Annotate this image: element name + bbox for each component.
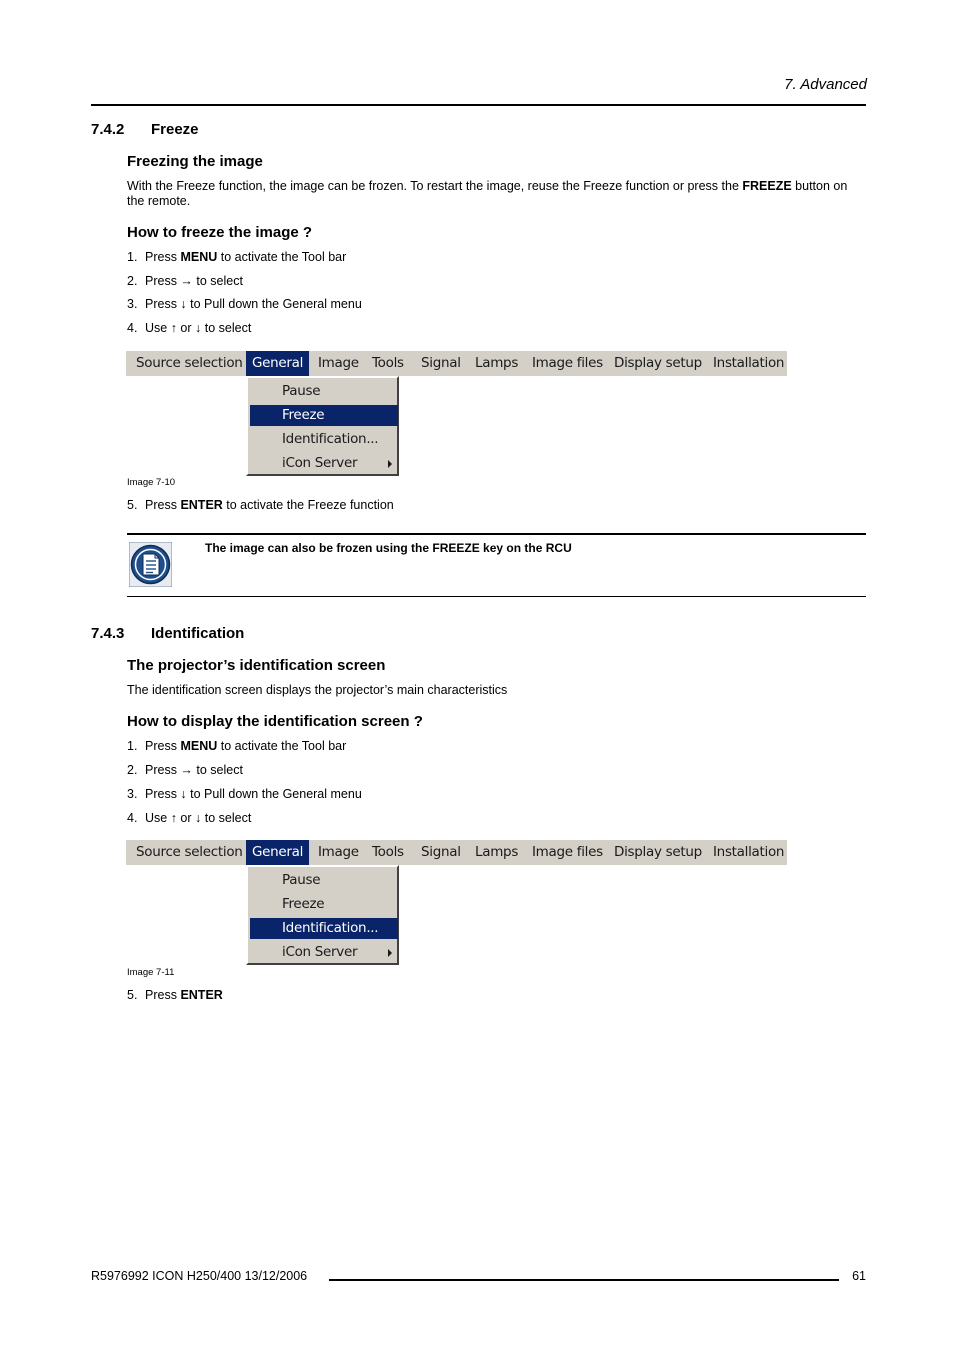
image-caption: Image 7-11 (127, 967, 175, 978)
freeze-description (127, 179, 867, 209)
submenu-arrow-icon (388, 949, 392, 957)
menu-item-display-setup[interactable]: Display setup (614, 844, 702, 860)
list-item (127, 250, 346, 264)
footer-rule (329, 1279, 839, 1281)
step-text: Press (145, 988, 181, 1002)
step-text: Press ↓ to Pull down the General menu (145, 297, 362, 311)
text: button on the remote. (127, 179, 848, 208)
dropdown-item-pause[interactable]: Pause (282, 383, 321, 399)
menu-item-lamps[interactable]: Lamps (475, 844, 519, 860)
menu-item-signal[interactable]: Signal (421, 844, 461, 860)
menu-item-image[interactable]: Image (318, 844, 359, 860)
menu-item-image-files[interactable]: Image files (532, 844, 603, 860)
dropdown-item-icon-server[interactable] (250, 942, 398, 963)
subheading-how-to-display: How to display the identification screen ? (127, 713, 423, 730)
step-number: 1. (127, 250, 138, 264)
list-item (127, 811, 251, 825)
menu-item-source-selection[interactable]: Source selection (136, 355, 243, 371)
step-text: Press → to select (145, 763, 243, 777)
menu-item-display-setup[interactable]: Display setup (614, 355, 702, 371)
step-number: 4. (127, 321, 138, 335)
step-text: Press ↓ to Pull down the General menu (145, 787, 362, 801)
step-key: MENU (180, 250, 218, 264)
footer-doc-info: R5976992 ICON H250/400 13/12/2006 (91, 1269, 308, 1283)
menu-bar (126, 840, 787, 865)
list-item (127, 297, 362, 311)
menu-item-image[interactable]: Image (318, 355, 359, 371)
note-rule-bottom (127, 596, 866, 597)
list-item (127, 988, 223, 1002)
step-text: to activate the Freeze function (222, 498, 394, 512)
step-key: ENTER (180, 498, 223, 512)
step-number: 2. (127, 274, 138, 288)
dropdown-item-icon-server[interactable] (250, 453, 398, 474)
dropdown-item-identification[interactable]: Identification... (282, 431, 379, 447)
general-dropdown (246, 865, 399, 965)
dropdown-label: iCon Server (282, 455, 358, 471)
step-text: Press → to select (145, 274, 243, 288)
step-text: Press (145, 739, 181, 753)
list-item (127, 321, 251, 335)
list-item (127, 739, 346, 753)
subheading-how-to-freeze: How to freeze the image ? (127, 224, 313, 241)
menu-item-source-selection[interactable]: Source selection (136, 844, 243, 860)
menu-item-general[interactable]: General (246, 351, 309, 376)
section-title: Freeze (151, 121, 199, 138)
section-title: Identification (151, 625, 245, 642)
menu-item-signal[interactable]: Signal (421, 355, 461, 371)
note-text: The image can also be frozen using the FREEZE key on the RCU (205, 541, 572, 555)
dropdown-item-pause[interactable]: Pause (282, 872, 321, 888)
dropdown-item-identification[interactable]: Identification... (250, 918, 398, 939)
list-item (127, 787, 362, 801)
menu-item-general[interactable]: General (246, 840, 309, 865)
menu-item-tools[interactable]: Tools (372, 355, 404, 371)
step-key: MENU (180, 739, 218, 753)
identification-description: The identification screen displays the projector’s main characteristics (127, 683, 508, 697)
dropdown-item-freeze[interactable]: Freeze (250, 405, 398, 426)
header-rule (91, 104, 866, 106)
list-item (127, 763, 243, 777)
menu-item-lamps[interactable]: Lamps (475, 355, 519, 371)
step-text: Press (145, 250, 181, 264)
section-heading-identification (91, 625, 244, 642)
note-book-icon (129, 542, 172, 587)
step-text: to activate the Tool bar (217, 250, 347, 264)
dropdown-label: iCon Server (282, 944, 358, 960)
step-number: 5. (127, 498, 138, 512)
list-item (127, 498, 394, 512)
step-text: to activate the Tool bar (217, 739, 347, 753)
page-number: 61 (852, 1269, 866, 1283)
step-text: Use ↑ or ↓ to select (145, 811, 252, 825)
step-number: 1. (127, 739, 138, 753)
dropdown-item-freeze[interactable]: Freeze (282, 896, 325, 912)
step-number: 4. (127, 811, 138, 825)
general-dropdown (246, 376, 399, 476)
step-number: 5. (127, 988, 138, 1002)
section-number: 7.4.2 (91, 121, 125, 138)
menu-item-installation[interactable]: Installation (713, 355, 785, 371)
freeze-keyword: FREEZE (742, 179, 792, 193)
step-key: ENTER (180, 988, 223, 1002)
step-number: 3. (127, 787, 138, 801)
subheading-identification-screen: The projector’s identification screen (127, 657, 386, 674)
step-number: 3. (127, 297, 138, 311)
step-text: Use ↑ or ↓ to select (145, 321, 252, 335)
submenu-arrow-icon (388, 460, 392, 468)
section-number: 7.4.3 (91, 625, 125, 642)
step-text: Press (145, 498, 181, 512)
image-caption: Image 7-10 (127, 477, 176, 488)
note-rule-top (127, 533, 866, 535)
section-heading-freeze (91, 121, 199, 138)
list-item (127, 274, 243, 288)
chapter-title: 7. Advanced (784, 76, 867, 93)
step-number: 2. (127, 763, 138, 777)
menu-bar (126, 351, 787, 376)
menu-item-image-files[interactable]: Image files (532, 355, 603, 371)
text: With the Freeze function, the image can be frozen. To restart the image, reuse the Freeze function or press the (127, 179, 743, 193)
subheading-freezing-image: Freezing the image (127, 153, 263, 170)
menu-item-installation[interactable]: Installation (713, 844, 785, 860)
menu-item-tools[interactable]: Tools (372, 844, 404, 860)
